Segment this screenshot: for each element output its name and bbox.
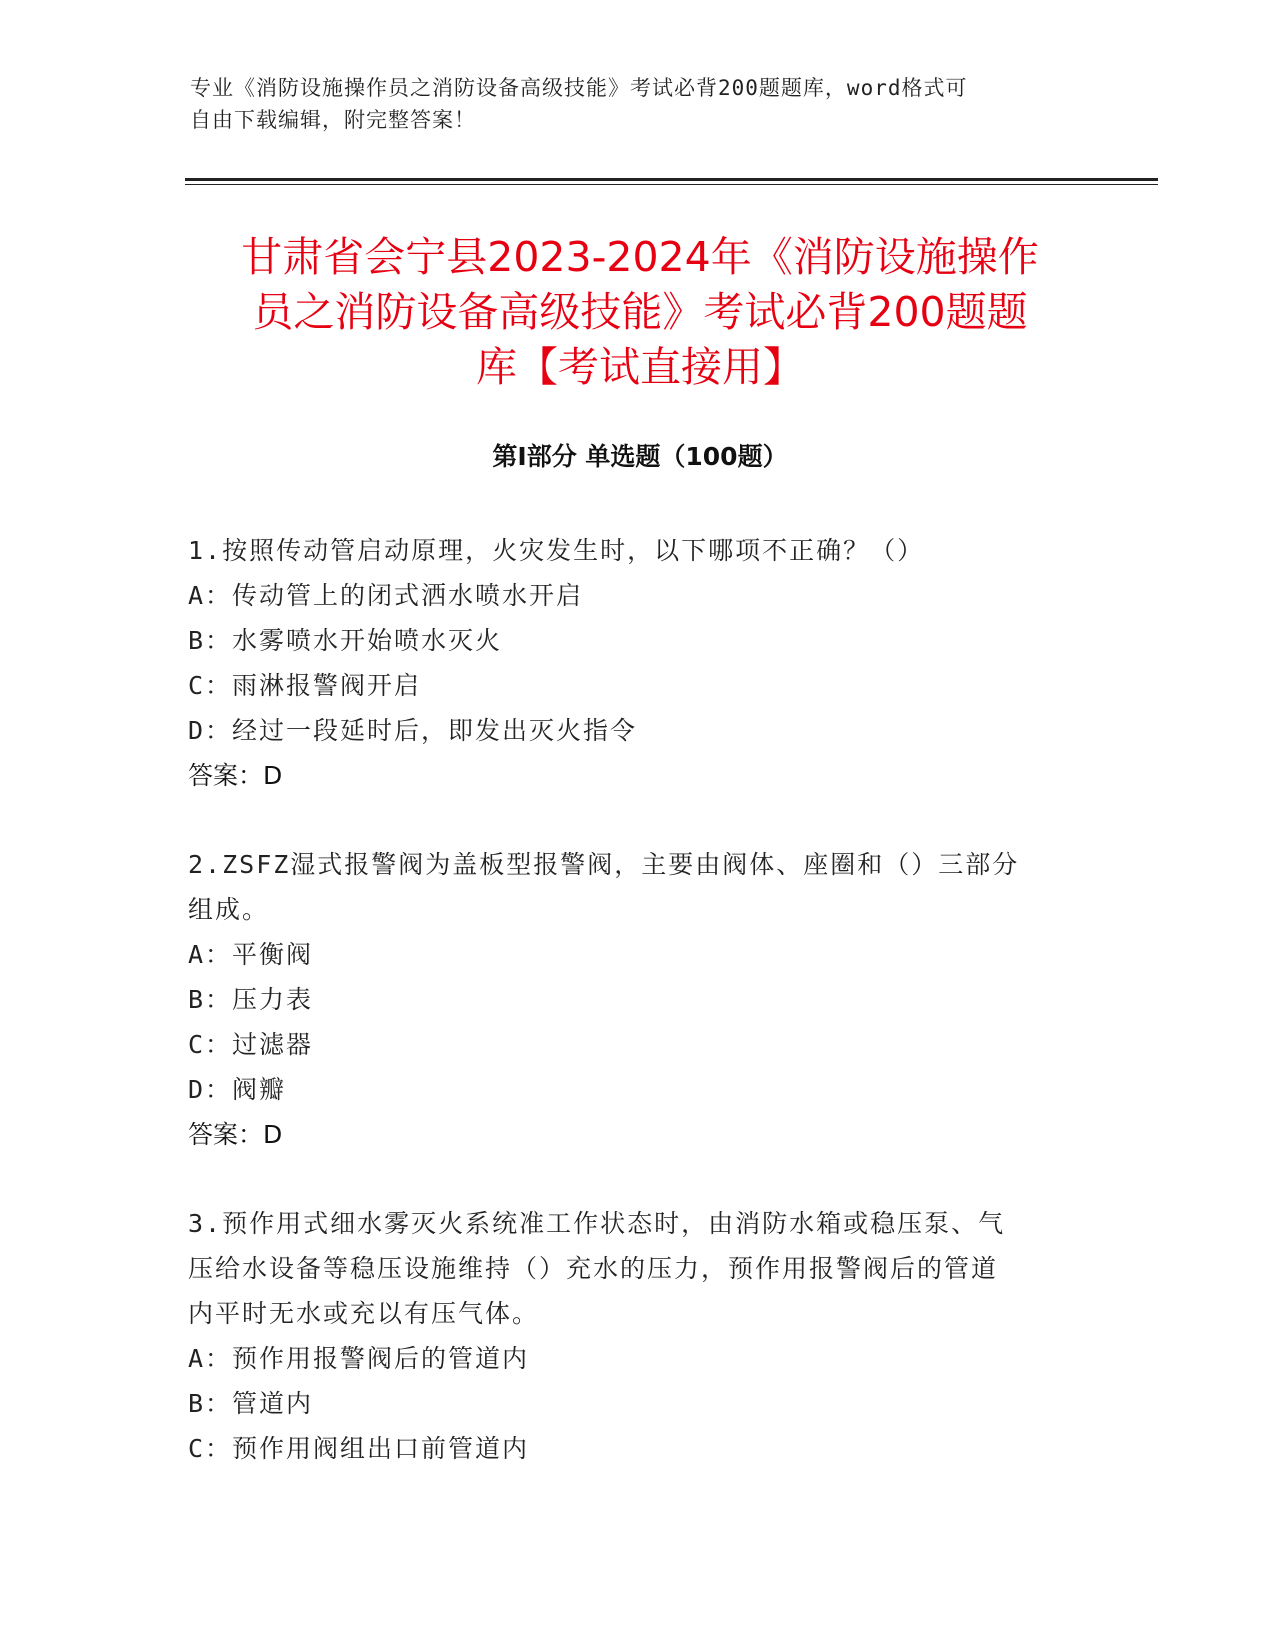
question-list <box>188 528 1088 1515</box>
document-title <box>190 230 1090 395</box>
title-line-2: 员之消防设备高级技能》考试必背200题题 <box>252 288 1028 336</box>
option-d: D：经过一段延时后，即发出灭火指令 <box>188 716 638 745</box>
question-stem-line-2: 压给水设备等稳压设施维持（）充水的压力，预作用报警阀后的管道 <box>188 1254 999 1283</box>
header-note-line-2: 自由下载编辑，附完整答案！ <box>190 108 476 132</box>
option-b: B：水雾喷水开始喷水灭火 <box>188 626 503 655</box>
question-2 <box>188 842 1088 1157</box>
option-a: A：预作用报警阀后的管道内 <box>188 1344 530 1373</box>
option-b: B：压力表 <box>188 985 314 1014</box>
option-d: D：阀瓣 <box>188 1075 287 1104</box>
question-stem-line-1: 3.预作用式细水雾灭火系统准工作状态时，由消防水箱或稳压泵、气 <box>188 1209 1006 1238</box>
question-stem-line-2: 组成。 <box>188 895 270 924</box>
option-a: A：平衡阀 <box>188 940 314 969</box>
question-3 <box>188 1201 1088 1471</box>
answer-line: 答案：D <box>188 1120 283 1149</box>
section-heading: 第Ⅰ部分 单选题（100题） <box>492 442 788 471</box>
option-a: A：传动管上的闭式洒水喷水开启 <box>188 581 584 610</box>
option-c: C：预作用阀组出口前管道内 <box>188 1434 530 1463</box>
option-c: C：雨淋报警阀开启 <box>188 671 422 700</box>
title-line-1: 甘肃省会宁县2023-2024年《消防设施操作 <box>241 233 1039 281</box>
title-line-3: 库【考试直接用】 <box>476 343 804 391</box>
question-stem-line-1: 2.ZSFZ湿式报警阀为盖板型报警阀，主要由阀体、座圈和（）三部分 <box>188 850 1020 879</box>
option-b: B：管道内 <box>188 1389 314 1418</box>
header-note <box>190 72 1090 136</box>
header-rule-thin <box>185 184 1158 185</box>
question-stem: 1.按照传动管启动原理，火灾发生时，以下哪项不正确？（） <box>188 536 925 565</box>
question-1 <box>188 528 1088 798</box>
header-note-line-1: 专业《消防设施操作员之消防设备高级技能》考试必背200题题库，word格式可 <box>190 76 968 100</box>
question-stem-line-3: 内平时无水或充以有压气体。 <box>188 1299 540 1328</box>
header-rule-thick <box>185 178 1158 181</box>
answer-line: 答案：D <box>188 761 283 790</box>
option-c: C：过滤器 <box>188 1030 314 1059</box>
